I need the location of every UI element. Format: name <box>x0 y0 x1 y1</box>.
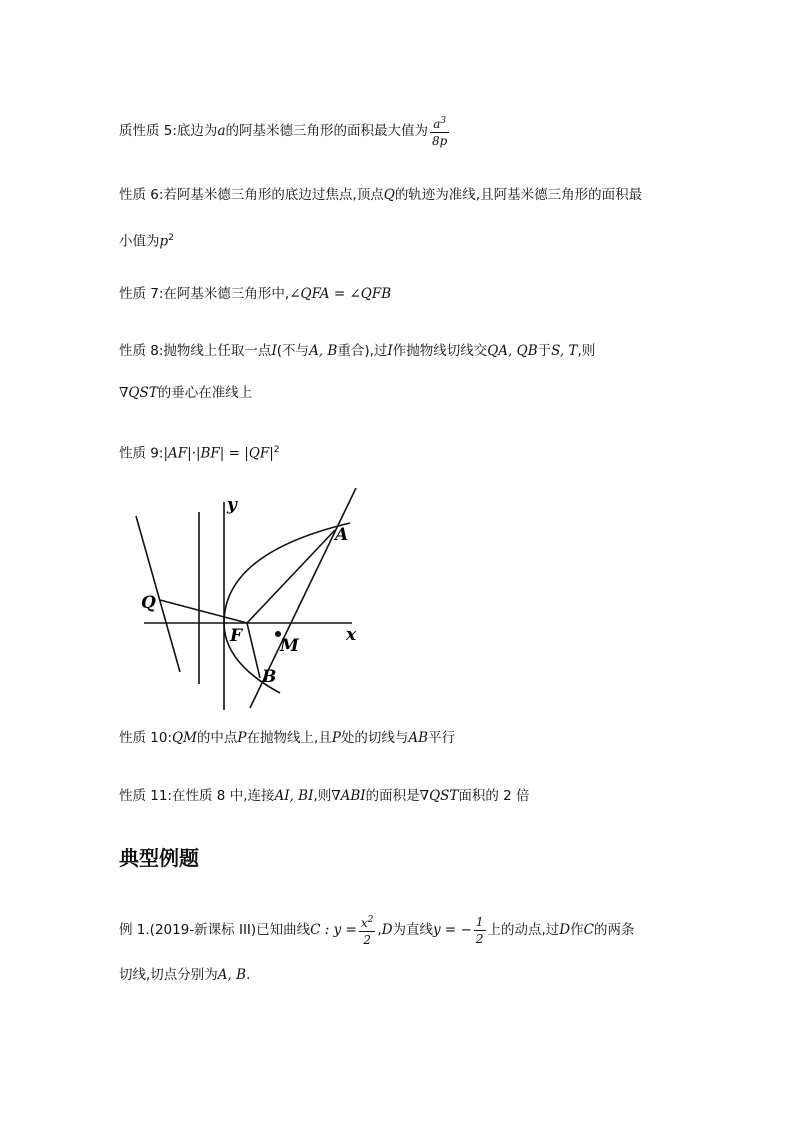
segment-fa <box>247 530 335 623</box>
property-9: 性质 9:|AF|·|BF| = $|QF|^2$ <box>119 445 280 462</box>
property-11: 性质 11:在性质 8 中,连接AI, BI,则∇ABI的面积是∇QST面积的 2 倍 <box>119 788 530 804</box>
property-6-line1: 性质 6:若阿基米德三角形的底边过焦点,顶点Q的轨迹为准线,且阿基米德三角形的面积最 <box>119 187 643 203</box>
label-b: B <box>262 667 277 687</box>
label-m: M <box>280 636 299 656</box>
property-8-line2: ∇QST的垂心在准线上 <box>119 385 253 401</box>
label-x: x <box>346 625 357 645</box>
label-a: A <box>335 525 349 545</box>
property-10: 性质 10:QM的中点P在抛物线上,且P处的切线与AB平行 <box>119 730 456 746</box>
section-heading: 典型例题 <box>119 846 199 870</box>
label-q: Q <box>141 593 156 613</box>
text: 质性质 5:底边为 <box>119 123 218 139</box>
parabola-figure <box>120 488 370 716</box>
label-y: y <box>227 495 237 515</box>
property-5 <box>119 113 451 149</box>
parabola <box>224 523 350 693</box>
text: 的阿基米德三角形的面积最大值为 <box>225 123 428 139</box>
segment-fb <box>247 623 260 678</box>
segment-qf <box>160 600 247 623</box>
example-1-line1: 例 1.(2019-新课标 III)已知曲线C : y = $\frac{x^2}{2}$ ,D为直线y = − $\frac{1}{2}$ 上的动点,过D作C的两条 <box>119 912 634 948</box>
label-f: F <box>230 626 243 646</box>
example-1-line2: 切线,切点分别为A, B. <box>119 967 251 983</box>
property-8-line1: 性质 8:抛物线上任取一点I(不与A, B重合),过I作抛物线切线交QA, QB于S, T,则 <box>119 343 596 359</box>
property-7: 性质 7:在阿基米德三角形中,∠QFA = ∠QFB <box>119 286 392 302</box>
var-a: a <box>217 123 226 139</box>
fraction: $\frac{a^3}{8p}$ <box>430 113 449 149</box>
property-6-line2: 小值为$p^2$ <box>119 233 174 250</box>
